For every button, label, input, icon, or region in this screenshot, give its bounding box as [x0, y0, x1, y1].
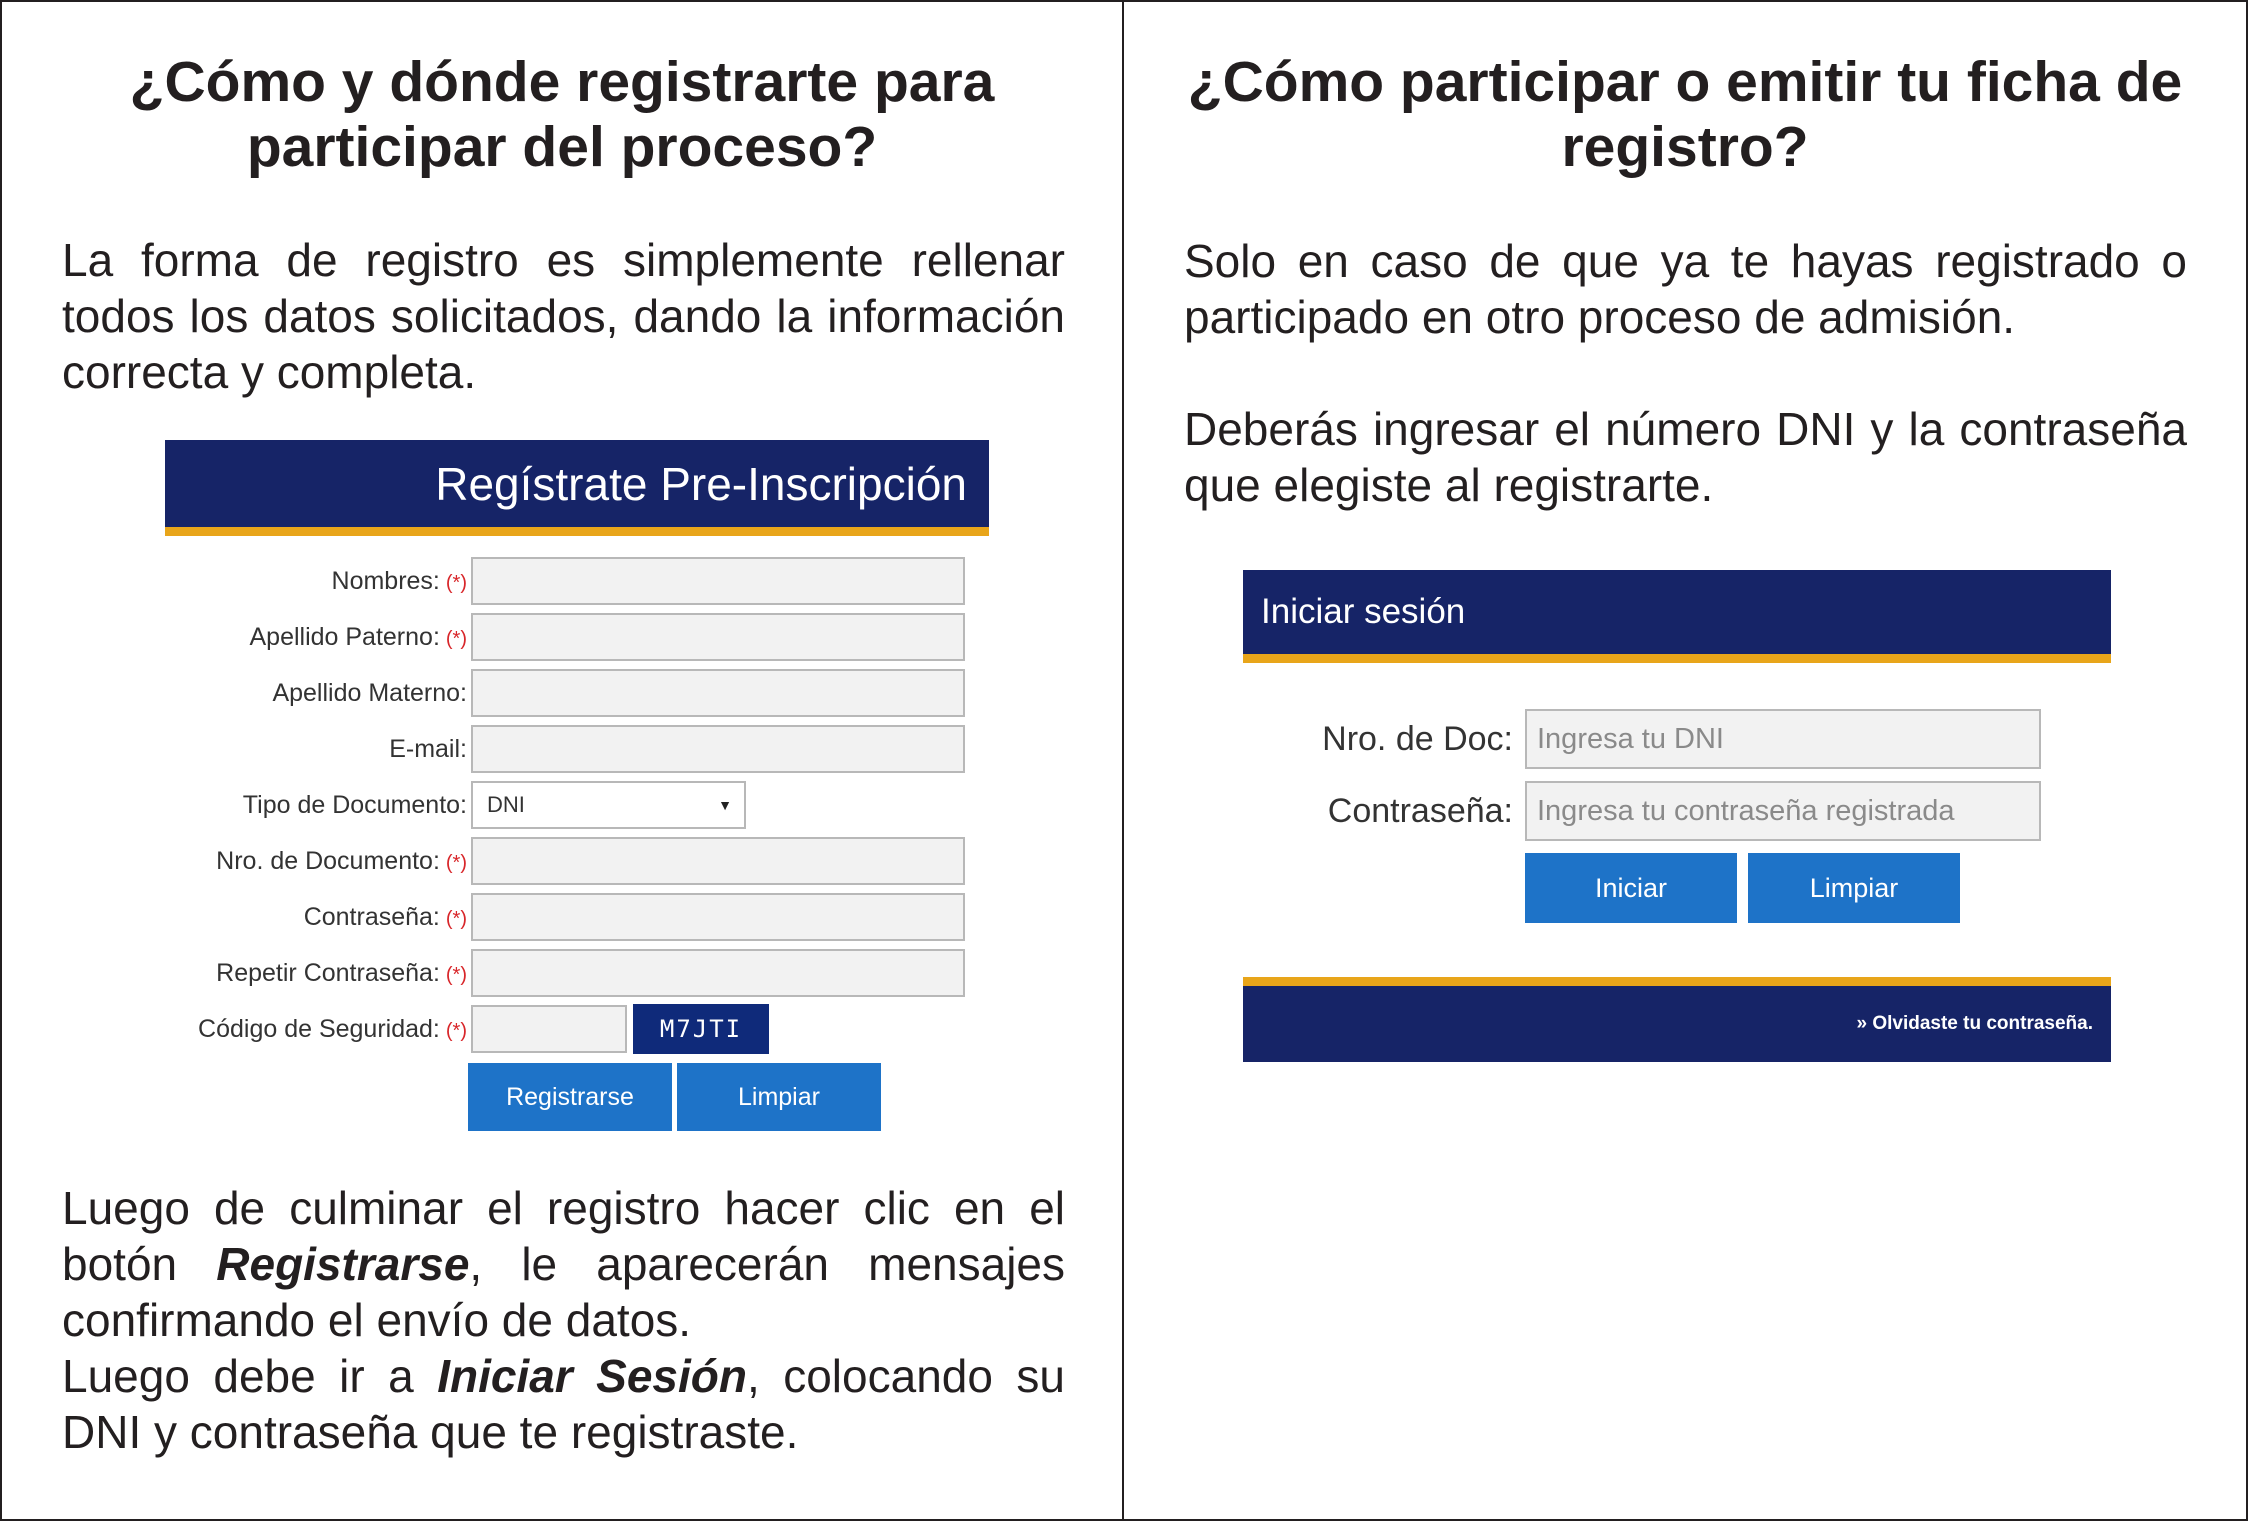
registration-heading: ¿Cómo y dónde registrarte para participar del proceso? [129, 50, 995, 179]
row-repetir-contrasena [165, 945, 989, 1001]
tipo-documento-value: DNI [487, 792, 525, 817]
registration-form-title: Regístrate Pre-Inscripción [435, 457, 967, 510]
apellido-paterno-input[interactable] [471, 613, 965, 661]
dropdown-arrow-icon: ▼ [718, 797, 732, 813]
login-heading: ¿Cómo participar o emitir tu ficha de registro? [1187, 50, 2183, 179]
row-contrasena [165, 889, 989, 945]
contrasena-input[interactable] [471, 893, 965, 941]
email-input[interactable] [471, 725, 965, 773]
apellido-paterno-label: Apellido Paterno: (*) [249, 622, 467, 651]
row-password [1243, 781, 2111, 841]
login-form [1243, 570, 2111, 1062]
row-nombres [165, 553, 989, 609]
registration-outro: Luego de culminar el registro hacer clic en el botón Registrarse, le aparecerán mensajes confirmando el envío de datos. Luego debe ir a Iniciar Sesión, colocando su DNI y contraseña que te registraste. [62, 1182, 1065, 1458]
required-marker: (*) [445, 907, 467, 930]
login-buttons [1525, 853, 2111, 923]
captcha-input[interactable] [471, 1005, 627, 1053]
doc-input[interactable] [1525, 709, 2041, 769]
row-apellido-paterno [165, 609, 989, 665]
login-form-footer [1243, 977, 2111, 1062]
login-button[interactable]: Iniciar [1525, 853, 1737, 923]
login-instructions: Deberás ingresar el número DNI y la contraseña que elegiste al registrarte. [1184, 403, 2187, 511]
nombres-input[interactable] [471, 557, 965, 605]
required-marker: (*) [445, 963, 467, 986]
codigo-seguridad-label: Código de Seguridad: (*) [198, 1014, 467, 1043]
login-form-title: Iniciar sesión [1261, 592, 1466, 631]
login-form-header [1243, 570, 2111, 663]
register-button[interactable]: Registrarse [468, 1063, 672, 1131]
nro-documento-label: Nro. de Documento: (*) [216, 846, 467, 875]
forgot-password-link[interactable]: » Olvidaste tu contraseña. [1856, 1013, 2093, 1034]
required-marker: (*) [445, 851, 467, 874]
tipo-documento-select[interactable] [471, 781, 746, 829]
row-email [165, 721, 989, 777]
login-clear-button[interactable]: Limpiar [1748, 853, 1960, 923]
login-guide-column [1124, 2, 2246, 1519]
nombres-label: Nombres: (*) [331, 566, 467, 595]
row-nro-documento [165, 833, 989, 889]
doc-label: Nro. de Doc: [1322, 719, 1513, 758]
tipo-documento-label: Tipo de Documento: [242, 790, 467, 819]
password-input[interactable] [1525, 781, 2041, 841]
repetir-contrasena-input[interactable] [471, 949, 965, 997]
required-marker: (*) [445, 1019, 467, 1042]
registration-form-header [165, 440, 989, 536]
password-placeholder: Ingresa tu contraseña registrada [1537, 794, 1955, 827]
row-doc [1243, 709, 2111, 769]
row-codigo-seguridad [165, 1001, 989, 1057]
repetir-contrasena-label: Repetir Contraseña: (*) [216, 958, 467, 987]
contrasena-label: Contraseña: (*) [303, 902, 467, 931]
row-apellido-materno [165, 665, 989, 721]
email-label: E-mail: [389, 734, 467, 763]
password-label: Contraseña: [1327, 791, 1513, 830]
required-marker: (*) [445, 571, 467, 594]
registration-form [165, 440, 989, 1131]
registration-intro: La forma de registro es simplemente rellenar todos los datos solicitados, dando la información correcta y completa. [62, 234, 1065, 398]
registrarse-emphasis: Registrarse [216, 1238, 470, 1290]
apellido-materno-input[interactable] [471, 669, 965, 717]
login-form-body [1243, 663, 2111, 923]
captcha-image: M7JTI [633, 1004, 769, 1054]
doc-placeholder: Ingresa tu DNI [1537, 722, 1724, 755]
iniciar-sesion-emphasis: Iniciar Sesión [437, 1350, 747, 1402]
apellido-materno-label: Apellido Materno: [272, 678, 467, 707]
clear-button[interactable]: Limpiar [677, 1063, 881, 1131]
row-tipo-documento [165, 777, 989, 833]
registration-buttons [468, 1063, 989, 1131]
nro-documento-input[interactable] [471, 837, 965, 885]
registration-guide-column [2, 2, 1124, 1519]
login-intro: Solo en caso de que ya te hayas registrado o participado en otro proceso de admisión. [1184, 235, 2187, 343]
required-marker: (*) [445, 627, 467, 650]
